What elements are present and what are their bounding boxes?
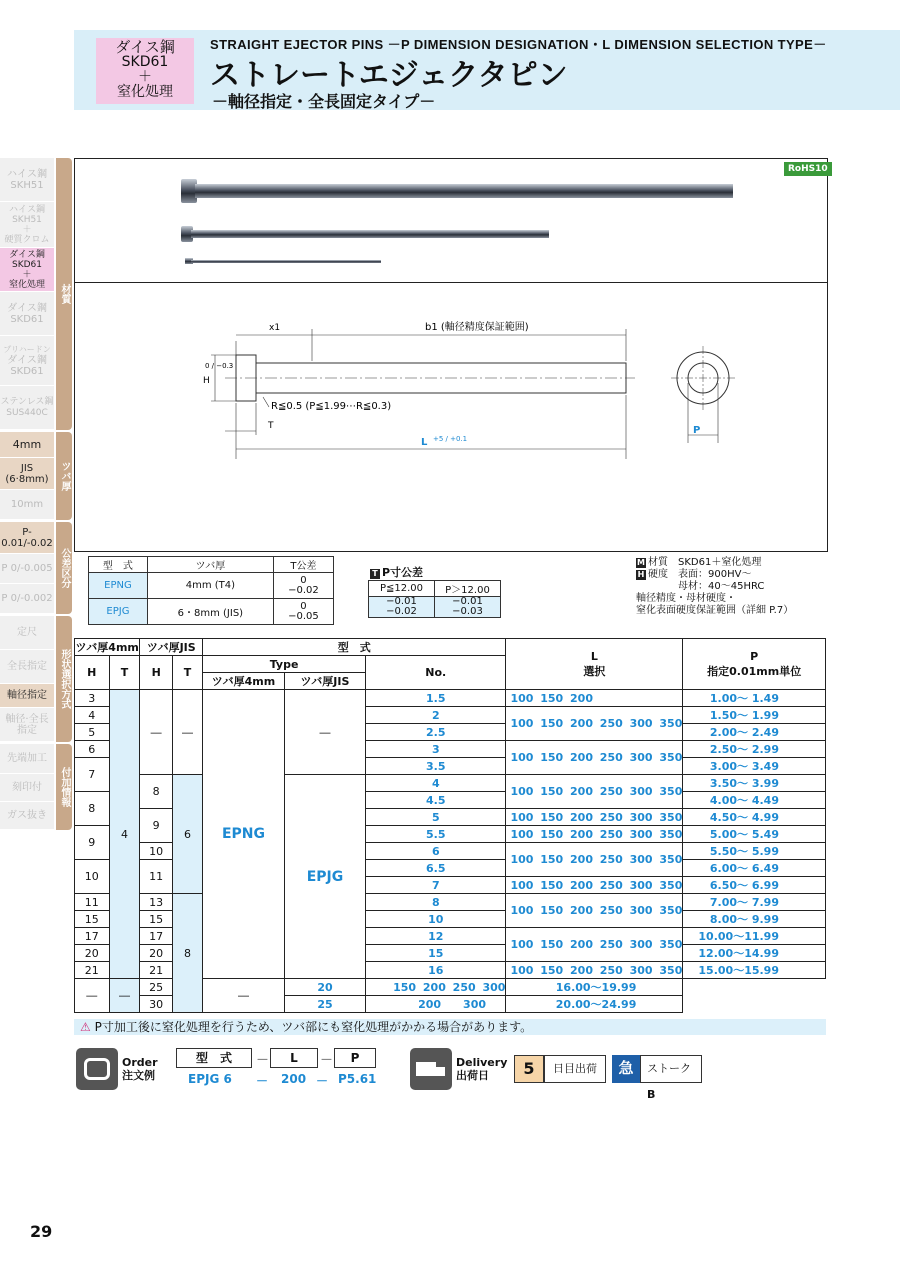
cell-P: 8.00〜 9.99 xyxy=(683,911,826,928)
spec-block xyxy=(636,557,793,617)
cell-P: 3.50〜 3.99 xyxy=(683,775,826,792)
hdr-TJ: T xyxy=(172,656,202,690)
sidebar-item-label: ハイス鋼 xyxy=(9,204,45,215)
sidebar-item-label: ハイス鋼 xyxy=(7,168,47,180)
cell-P: 1.00〜 1.49 xyxy=(683,690,826,707)
sidebar-item-p-tol-1[interactable]: P-0.01/-0.02 xyxy=(0,522,54,554)
cell-hj: 15 xyxy=(140,911,172,928)
delivery-days-label: 日目出荷 xyxy=(544,1055,606,1083)
cell-P: 4.00〜 4.49 xyxy=(683,792,826,809)
delivery-label xyxy=(456,1056,507,1082)
cell-tj: 8 xyxy=(172,894,202,1013)
note-text: P寸加工後に窒化処理を行うため、ツバ部にも窒化処理がかかる場合があります。 xyxy=(94,1020,533,1034)
dim-T: T xyxy=(268,421,274,431)
hdr-type-en: Type xyxy=(203,656,366,673)
p-val-upper: −0.01 xyxy=(386,596,417,607)
material-line: ＋ xyxy=(138,69,152,85)
order-col-L: L xyxy=(270,1048,318,1068)
cell-hj: 25 xyxy=(140,979,172,996)
rohs-badge: RoHS10 xyxy=(784,162,832,176)
tab-flange[interactable]: ツバ厚 xyxy=(56,432,72,520)
hdr-no: No. xyxy=(366,656,506,690)
cell-epng-dash: ― xyxy=(203,979,285,1013)
dim-P: P xyxy=(693,425,701,436)
thick-cell: 6・8mm (JIS) xyxy=(147,599,273,625)
pin-shaft-small xyxy=(191,260,381,263)
cell-no: 6.5 xyxy=(366,860,506,877)
stroke-label: ストーク xyxy=(647,1062,691,1075)
cell-P: 16.00〜19.99 xyxy=(506,979,683,996)
tol-upper: 0 xyxy=(300,574,307,586)
cell-h4: 5 xyxy=(75,724,110,741)
sidebar-item-p-tol-2[interactable]: P 0/-0.005 xyxy=(0,554,54,584)
sidebar-item-label: ステンレス鋼 xyxy=(0,396,54,407)
cell-L: 100 150 200 250 300 350 xyxy=(506,741,683,775)
page-number: 29 xyxy=(30,1222,53,1241)
phone-icon xyxy=(76,1048,118,1090)
col-type: 型 式 xyxy=(89,557,148,573)
cell-no: 4 xyxy=(366,775,506,792)
express-icon: 急 xyxy=(612,1055,640,1083)
sidebar-item-label: (6·8mm) xyxy=(5,473,49,485)
order-example-type: EPJG 6 xyxy=(188,1072,232,1086)
dim-H-tol: 0 / −0.3 xyxy=(205,362,234,370)
delivery-label-en: Delivery xyxy=(456,1056,508,1069)
cell-no: 1.5 xyxy=(366,690,506,707)
dim-H: H xyxy=(203,376,210,386)
cell-no: 6 xyxy=(366,843,506,860)
sidebar-item-sus440c[interactable] xyxy=(0,386,54,430)
cell-t4: 4 xyxy=(109,690,140,979)
sidebar-item-label: SKD61 xyxy=(10,313,44,325)
cell-hj: ― xyxy=(140,690,172,775)
cell-no: 20 xyxy=(284,979,365,996)
technical-drawing xyxy=(74,282,828,552)
page-subtitle: －軸径指定・全長固定タイプ－ xyxy=(212,92,436,111)
sidebar-item-label: 硬質クロム xyxy=(4,234,50,245)
cell-h4: 21 xyxy=(75,962,110,979)
pin-shaft-medium xyxy=(191,230,549,238)
tab-extra[interactable]: 付加情報 xyxy=(56,744,72,830)
cell-no: 12 xyxy=(366,928,506,945)
p-tol-title-text: P寸公差 xyxy=(382,566,424,579)
cell-no: 16 xyxy=(366,962,506,979)
material-line: 窒化処理 xyxy=(117,84,173,100)
p-val xyxy=(435,597,501,618)
product-photo xyxy=(74,158,828,282)
cell-P: 5.00〜 5.49 xyxy=(683,826,826,843)
sidebar-item-both[interactable] xyxy=(0,708,54,742)
p-val-lower: −0.02 xyxy=(386,606,417,617)
cell-P: 2.50〜 2.99 xyxy=(683,741,826,758)
cell-no: 8 xyxy=(366,894,506,911)
sidebar-item-label: ＋ xyxy=(22,269,32,280)
material-line: ダイス鋼 xyxy=(115,38,175,56)
hdr-P xyxy=(683,639,826,690)
cell-no: 2.5 xyxy=(366,724,506,741)
cell-t4: ― xyxy=(109,979,140,1013)
cell-P: 6.50〜 6.99 xyxy=(683,877,826,894)
tol-cell xyxy=(273,573,333,599)
cell-hj: 20 xyxy=(140,945,172,962)
sidebar-item-vent[interactable]: ガス抜き xyxy=(0,802,54,830)
pin-shaft-large xyxy=(195,184,733,198)
cell-hj: 21 xyxy=(140,962,172,979)
cell-no: 25 xyxy=(284,996,365,1013)
cell-hj: 13 xyxy=(140,894,172,911)
sidebar-item-skd61-nitride[interactable] xyxy=(0,248,54,292)
type-epjg: EPJG xyxy=(89,599,148,625)
sidebar-item-label: 軸径·全長 xyxy=(5,713,49,725)
cell-P: 12.00〜14.99 xyxy=(683,945,826,962)
sidebar-item-length[interactable]: 全長指定 xyxy=(0,650,54,684)
type-epng: EPNG xyxy=(89,573,148,599)
dim-L: L xyxy=(421,437,428,448)
cell-P: 7.00〜 7.99 xyxy=(683,894,826,911)
sidebar-item-10mm[interactable]: 10mm xyxy=(0,490,54,520)
stroke-box xyxy=(640,1055,702,1101)
cell-h4: 6 xyxy=(75,741,110,758)
cell-tj-type: ― xyxy=(284,690,365,775)
hdr-H4: H xyxy=(75,656,110,690)
sidebar-item-label: ダイス鋼 xyxy=(9,249,45,260)
cell-no: 3 xyxy=(366,741,506,758)
page-title: ストレートエジェクタピン xyxy=(210,58,568,93)
cell-P: 2.00〜 2.49 xyxy=(683,724,826,741)
p-tol-table xyxy=(368,580,501,618)
order-col-type: 型 式 xyxy=(176,1048,252,1068)
p-col: P≦12.00 xyxy=(369,581,435,597)
hdr-L-text: L xyxy=(590,649,598,663)
spec-line: 軸径精度・母材硬度・ xyxy=(636,593,736,604)
cell-no: 5 xyxy=(366,809,506,826)
order-example-P: P5.61 xyxy=(338,1072,377,1086)
sidebar-item-p-tol-3[interactable]: P 0/-0.002 xyxy=(0,584,54,614)
spec-line xyxy=(636,557,793,569)
order-example-sep: － xyxy=(316,1074,329,1088)
sidebar-item-label: JIS xyxy=(20,462,34,474)
truck-icon xyxy=(410,1048,452,1090)
cell-P: 10.00〜11.99 xyxy=(683,928,826,945)
sidebar-item-label: 窒化処理 xyxy=(8,279,45,290)
p-val xyxy=(369,597,435,618)
hdr-L xyxy=(506,639,683,690)
sidebar-item-label: SKH51 xyxy=(12,214,42,225)
p-col: P＞12.00 xyxy=(435,581,501,597)
cell-L: 100 150 200 250 300 350 xyxy=(506,877,683,894)
cell-P: 4.50〜 4.99 xyxy=(683,809,826,826)
title-en: STRAIGHT EJECTOR PINS －P DIMENSION DESIGNATION・L DIMENSION SELECTION TYPE－ xyxy=(210,37,827,52)
cell-L: 200 300 xyxy=(366,996,506,1013)
cell-L: 100 150 200 250 300 350 xyxy=(506,894,683,928)
delivery-label-jp: 出荷日 xyxy=(456,1069,489,1082)
cell-hj: 8 xyxy=(140,775,172,809)
sidebar-item-4mm[interactable]: 4mm xyxy=(0,432,54,458)
sidebar-item-skh51-chrome[interactable] xyxy=(0,202,54,248)
order-sep: － xyxy=(320,1053,334,1068)
material-line: SKD61 xyxy=(121,54,169,70)
hdr-g1: ツバ厚4mm xyxy=(75,639,140,656)
spec-text: 材質 SKD61＋窒化処理 xyxy=(648,557,762,568)
hdr-t4: ツバ厚4mm xyxy=(203,673,285,690)
hdr-P-sub: 指定0.01mm単位 xyxy=(707,664,802,678)
sidebar-item-diameter[interactable]: 軸径指定 xyxy=(0,684,54,708)
cell-P: 5.50〜 5.99 xyxy=(683,843,826,860)
dim-b1: b1 (軸径精度保証範囲) xyxy=(425,322,529,333)
cell-hj: 17 xyxy=(140,928,172,945)
cell-tj: ― xyxy=(172,690,202,775)
sidebar-item-label: プリハードン xyxy=(3,345,51,354)
cell-no: 10 xyxy=(366,911,506,928)
cell-L: 100 150 200 250 300 350 xyxy=(506,775,683,809)
hdr-tj: ツバ厚JIS xyxy=(284,673,365,690)
cell-L: 100 150 200 250 300 350 xyxy=(506,962,683,979)
cell-L: 100 150 200 250 300 350 xyxy=(506,809,683,826)
hdr-P-text: P xyxy=(750,649,759,663)
selection-table xyxy=(74,638,826,1013)
dim-x1: x1 xyxy=(269,323,281,333)
cell-no: 7 xyxy=(366,877,506,894)
col-thickness: ツバ厚 xyxy=(147,557,273,573)
cell-L: 100 150 200 250 300 350 xyxy=(506,928,683,962)
stroke-grade: B xyxy=(647,1088,656,1101)
cell-L: 100 150 200 xyxy=(506,690,683,707)
sidebar-item-label: SUS440C xyxy=(6,407,48,418)
sidebar-item-label: 指定 xyxy=(17,724,37,736)
order-label-en: Order xyxy=(122,1056,158,1069)
type-table xyxy=(88,556,334,625)
cell-h4: 17 xyxy=(75,928,110,945)
material-badge xyxy=(96,38,194,104)
cell-L: 100 150 200 250 300 350 xyxy=(506,707,683,741)
sidebar-item-label: SKD61 xyxy=(10,366,44,377)
tol-lower: −0.02 xyxy=(288,584,319,596)
hdr-type: 型 式 xyxy=(203,639,506,656)
cell-no: 3.5 xyxy=(366,758,506,775)
thick-cell: 4mm (T4) xyxy=(147,573,273,599)
order-example-sep: － xyxy=(256,1074,269,1088)
spec-line xyxy=(636,569,793,581)
cell-L: 100 150 200 250 300 350 xyxy=(506,843,683,877)
cell-no: 4.5 xyxy=(366,792,506,809)
sidebar-item-tip[interactable]: 先端加工 xyxy=(0,744,54,774)
cell-h4: 8 xyxy=(75,792,110,826)
p-tol-title: T P寸公差 xyxy=(370,564,423,580)
cell-h4: 10 xyxy=(75,860,110,894)
cell-P: 15.00〜15.99 xyxy=(683,962,826,979)
cell-hj: 9 xyxy=(140,809,172,843)
p-val-upper: −0.01 xyxy=(452,596,483,607)
tol-cell xyxy=(273,599,333,625)
spec-line: 母材：40〜45HRC xyxy=(648,581,765,592)
cell-h4: 4 xyxy=(75,707,110,724)
cell-h4: 9 xyxy=(75,826,110,860)
cell-hj: 10 xyxy=(140,843,172,860)
sidebar-item-skh51[interactable] xyxy=(0,158,54,202)
p-val-lower: −0.03 xyxy=(452,606,483,617)
tol-upper: 0 xyxy=(300,600,307,612)
tab-shape[interactable]: 形状選択方式 xyxy=(56,616,72,742)
dim-L-tol: +5 / +0.1 xyxy=(433,435,468,443)
cell-P: 20.00〜24.99 xyxy=(506,996,683,1013)
cell-h4: ― xyxy=(75,979,110,1013)
cell-h4: 3 xyxy=(75,690,110,707)
drawing-svg xyxy=(75,283,827,551)
cell-L: 100 150 200 250 300 350 xyxy=(506,826,683,843)
order-label xyxy=(122,1056,158,1082)
cell-no: 15 xyxy=(366,945,506,962)
cell-P: 1.50〜 1.99 xyxy=(683,707,826,724)
order-example-L: 200 xyxy=(281,1072,307,1086)
cell-P: 3.00〜 3.49 xyxy=(683,758,826,775)
order-col-P: P xyxy=(334,1048,376,1068)
sidebar-item-jis[interactable] xyxy=(0,458,54,490)
sidebar-item-stamp[interactable]: 刻印付 xyxy=(0,774,54,802)
cell-epng: EPNG xyxy=(203,690,285,979)
sidebar-item-label: ダイス鋼 xyxy=(7,355,47,366)
spec-text: 硬度 表面：900HV〜 xyxy=(648,569,752,580)
dim-R: R≦0.5 (P≦1.99⋯R≦0.3) xyxy=(271,401,392,412)
cell-P: 6.00〜 6.49 xyxy=(683,860,826,877)
cell-h4: 11 xyxy=(75,894,110,911)
spec-line: 窒化表面硬度保証範囲（詳細 P.7） xyxy=(636,605,794,616)
hdr-T4: T xyxy=(109,656,140,690)
note-bar: ⚠ P寸加工後に窒化処理を行うため、ツバ部にも窒化処理がかかる場合があります。 xyxy=(74,1019,826,1035)
sidebar-item-label: SKD61 xyxy=(12,259,42,270)
cell-no: 2 xyxy=(366,707,506,724)
hdr-L-sub: 選択 xyxy=(583,664,606,678)
col-t-tol: T公差 xyxy=(273,557,333,573)
sidebar-item-skd61[interactable] xyxy=(0,292,54,336)
cell-h4: 15 xyxy=(75,911,110,928)
order-sep: － xyxy=(256,1053,270,1068)
cell-h4: 7 xyxy=(75,758,110,792)
tab-tolerance[interactable]: 公差区分 xyxy=(56,522,72,614)
tol-lower: −0.05 xyxy=(288,610,319,622)
cell-hj: 30 xyxy=(140,996,172,1013)
cell-h4: 20 xyxy=(75,945,110,962)
hdr-g2: ツバ厚JIS xyxy=(140,639,203,656)
sidebar-item-fixed[interactable]: 定尺 xyxy=(0,616,54,650)
cell-L: 150 200 250 300 xyxy=(366,979,506,996)
hdr-HJ: H xyxy=(140,656,172,690)
sidebar-item-label: SKH51 xyxy=(10,179,44,191)
cell-epjg: EPJG xyxy=(284,775,365,979)
order-label-jp: 注文例 xyxy=(122,1069,155,1082)
sidebar-item-label: ＋ xyxy=(22,224,32,235)
delivery-days: 5 xyxy=(514,1055,544,1083)
cell-hj: 11 xyxy=(140,860,172,894)
hardness-icon: H xyxy=(637,570,645,579)
cell-no: 5.5 xyxy=(366,826,506,843)
cell-tj: 6 xyxy=(172,775,202,894)
sidebar-item-label: ダイス鋼 xyxy=(7,302,47,314)
material-icon: M xyxy=(637,558,645,567)
sidebar-item-prehard[interactable] xyxy=(0,336,54,386)
tab-material[interactable]: 材質 xyxy=(56,158,72,430)
